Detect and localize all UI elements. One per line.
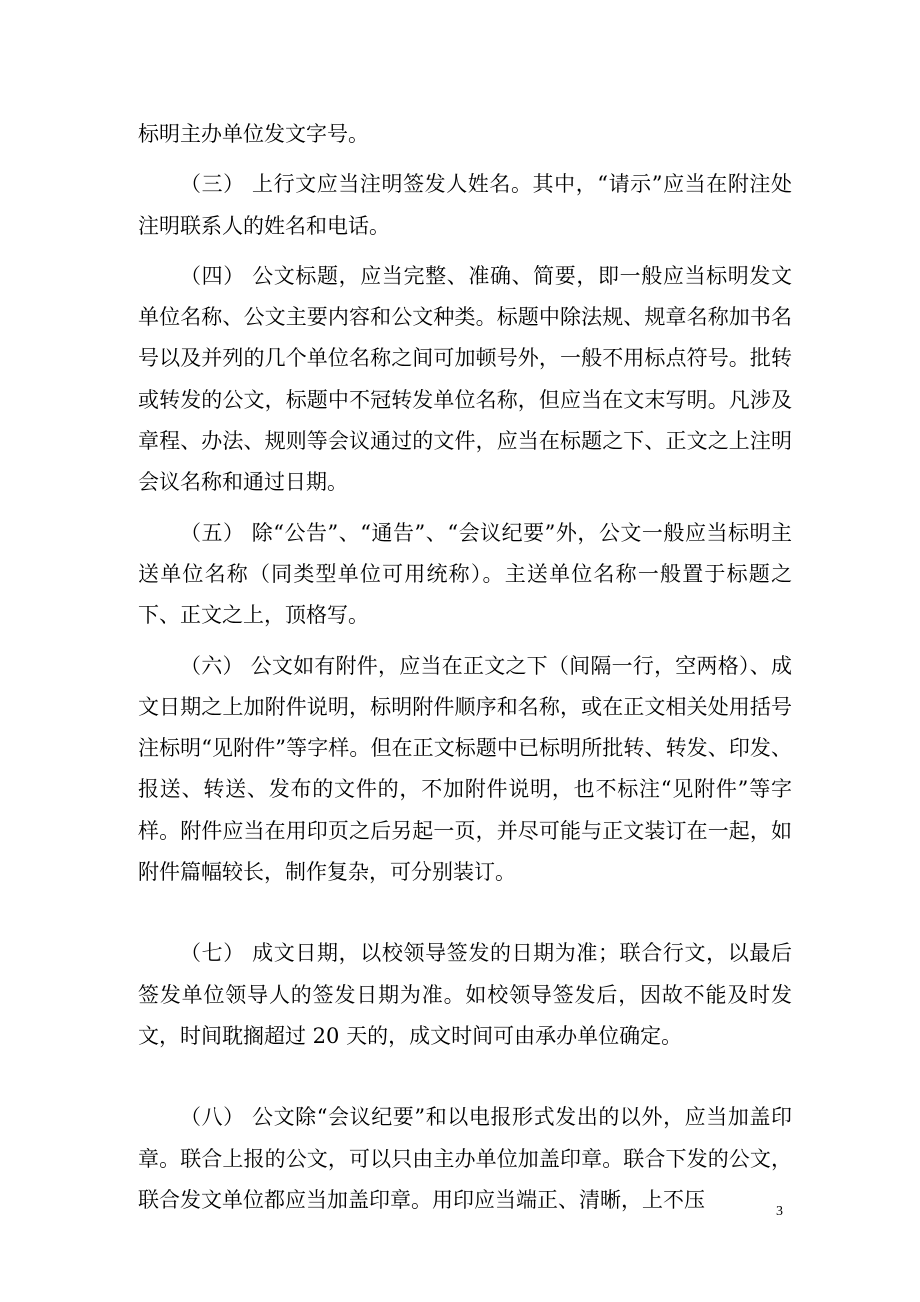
paragraph-item-3: （三） 上行文应当注明签发人姓名。其中，“请示”应当在附注处注明联系人的姓名和电话。 xyxy=(138,172,792,238)
paragraph-item-7: （七） 成文日期，以校领导签发的日期为准；联合行文，以最后签发单位领导人的签发日期为准。如校领导签发后，因故不能及时发文，时间耽搁超过 20 天的，成文时间可由承办单位确定。 xyxy=(138,941,792,1048)
paragraph-item-6: （六） 公文如有附件，应当在正文之下（间隔一行，空两格）、成文日期之上加附件说明，标明附件顺序和名称，或在正文相关处用括号注标明“见附件”等字样。但在正文标题中已标明所批转、转发、印发、报送、转送、发布的文件的，不加附件说明，也不标注“见附件”等字样。附件应当在用印页之后另起一页，并尽可能与正文装订在一起，如附件篇幅较长，制作复杂，可分别装订。 xyxy=(138,653,792,885)
paragraph-continuation: 标明主办单位发文字号。 xyxy=(138,122,369,146)
paragraph-item-5: （五） 除“公告”、“通告”、“会议纪要”外，公文一般应当标明主送单位名称（同类型单位可用统称）。主送单位名称一般置于标题之下、正文之上，顶格写。 xyxy=(138,520,792,628)
document-body xyxy=(138,114,792,1221)
paragraph-item-4: （四） 公文标题，应当完整、准确、简要，即一般应当标明发文单位名称、公文主要内容和公文种类。标题中除法规、规章名称加书名号以及并列的几个单位名称之间可加顿号外，一般不用标点符号。批转或转发的公文，标题中不冠转发单位名称，但应当在文末写明。凡涉及章程、办法、规则等会议通过的文件，应当在标题之下、正文之上注明会议名称和通过日期。 xyxy=(138,263,792,495)
paragraph-item-8: （八） 公文除“会议纪要”和以电报形式发出的以外，应当加盖印章。联合上报的公文，可以只由主办单位加盖印章。联合下发的公文，联合发文单位都应当加盖印章。用印应当端正、清晰，上不压 xyxy=(138,1105,792,1212)
page-number: 3 xyxy=(776,1204,783,1219)
